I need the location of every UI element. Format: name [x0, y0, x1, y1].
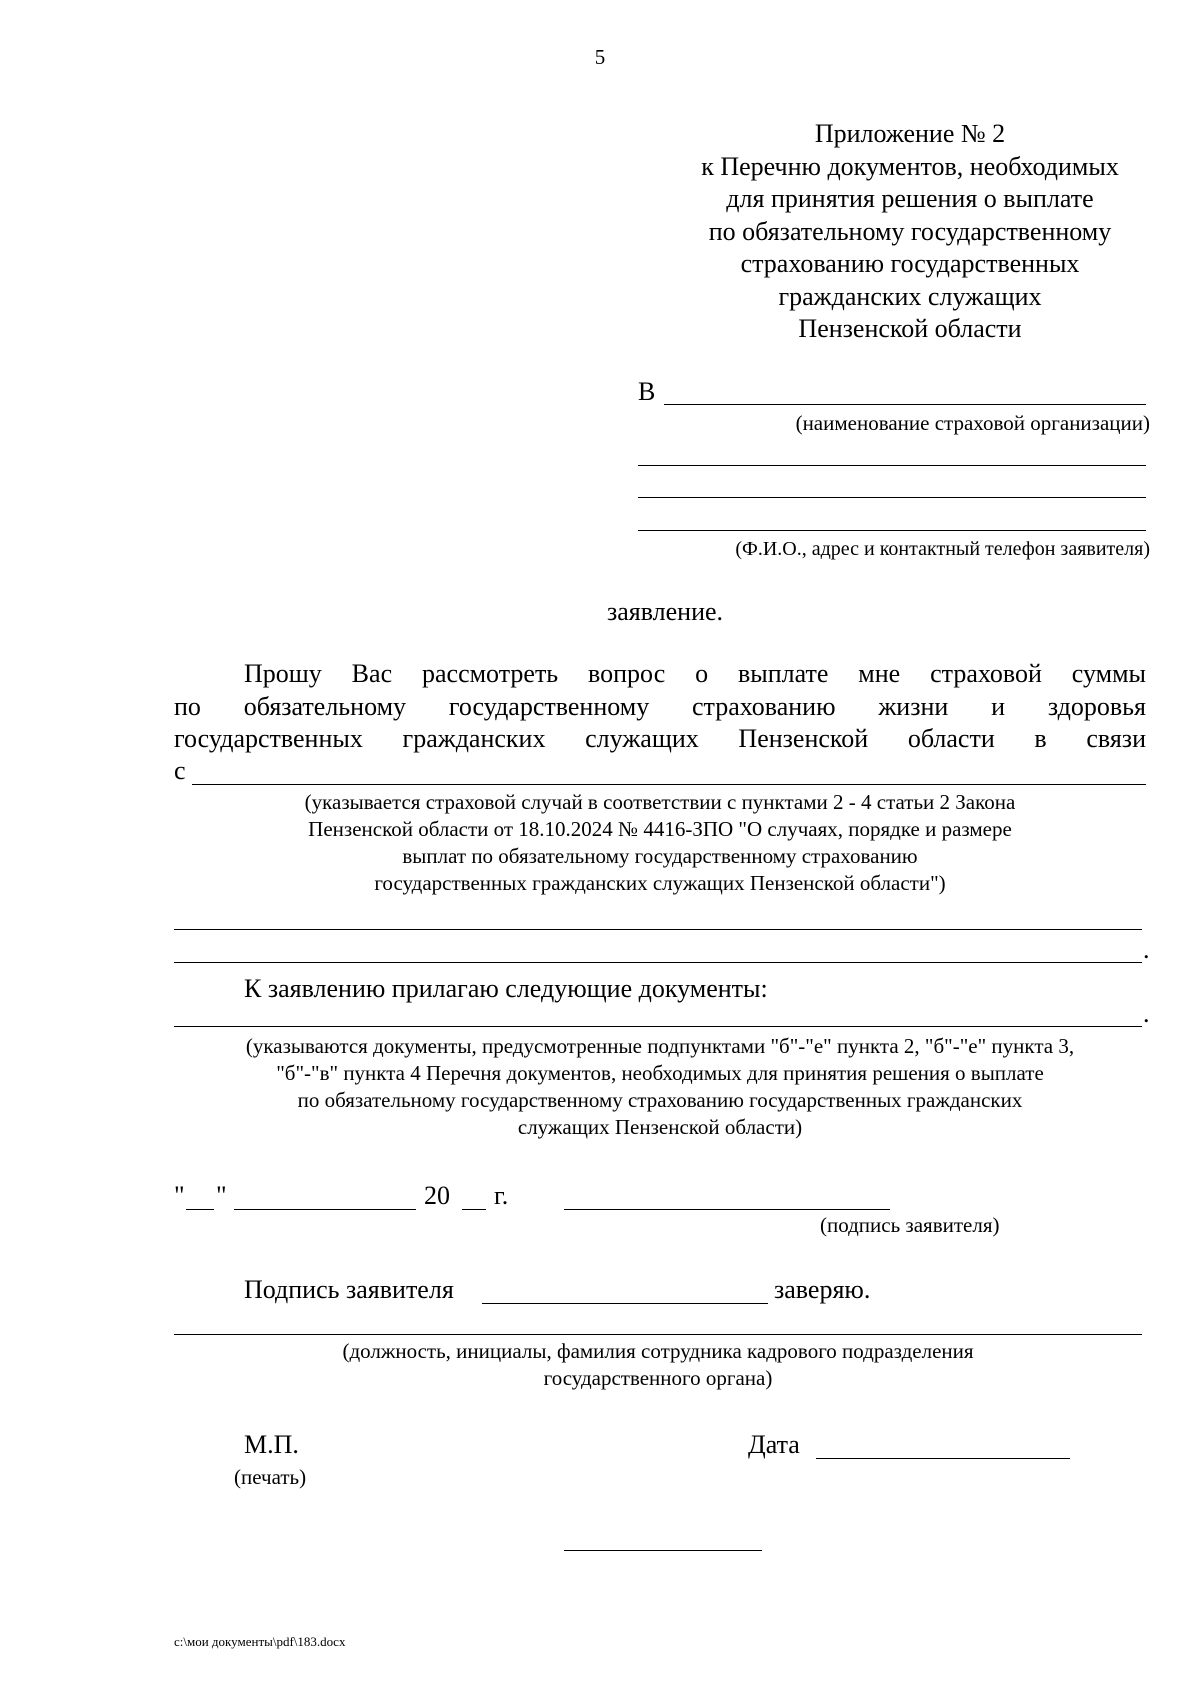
- certify-suffix: заверяю.: [774, 1275, 871, 1304]
- certify-signature-field[interactable]: [482, 1303, 768, 1304]
- insured-event-end-dot: .: [1143, 935, 1150, 964]
- applicant-line-1[interactable]: [638, 465, 1146, 466]
- insured-event-line-2[interactable]: [174, 929, 1142, 930]
- insurer-name-field[interactable]: [664, 404, 1146, 405]
- stamp-caption: (печать): [234, 1465, 307, 1489]
- appendix-line: Пензенской области: [798, 314, 1022, 343]
- footer-path: c:\мои документы\pdf\183.docx: [174, 1634, 346, 1649]
- closing-separator: [564, 1550, 762, 1551]
- to-prefix: В: [638, 377, 656, 406]
- applicant-caption: (Ф.И.О., адрес и контактный телефон заявителя): [735, 538, 1150, 560]
- month-field[interactable]: [234, 1209, 416, 1210]
- appendix-line: по обязательному государственному: [708, 216, 1112, 246]
- appendix-line: Приложение № 2: [814, 119, 1006, 148]
- insurer-caption: (наименование страховой организации): [795, 411, 1150, 435]
- applicant-line-2[interactable]: [638, 497, 1146, 498]
- attachments-caption: [150, 1033, 1170, 1141]
- certify-prefix: Подпись заявителя: [244, 1275, 454, 1304]
- caption-line: Пензенской области от 18.10.2024 № 4416-ЗПО "О случаях, порядке и размере: [308, 817, 1012, 841]
- appendix-header: [640, 118, 1180, 346]
- year-field[interactable]: [462, 1209, 486, 1210]
- date-field[interactable]: [816, 1458, 1070, 1459]
- year-prefix: 20: [424, 1181, 450, 1210]
- insured-event-field[interactable]: [192, 784, 1146, 785]
- request-line-2: по обязательному государственному страхованию жизни и здоровья: [174, 692, 1146, 721]
- signature-caption: (подпись заявителя): [820, 1213, 1000, 1237]
- day-field[interactable]: [186, 1209, 214, 1210]
- year-suffix: г.: [494, 1181, 509, 1210]
- caption-line: "б"-"в" пункта 4 Перечня документов, необходимых для принятия решения о выплате: [276, 1061, 1044, 1085]
- applicant-line-3[interactable]: [638, 530, 1146, 531]
- appendix-line: гражданских служащих: [778, 281, 1042, 311]
- caption-line: государственных гражданских служащих Пензенской области"): [374, 871, 946, 895]
- quote-open: ": [174, 1181, 185, 1210]
- quote-close: ": [216, 1181, 227, 1210]
- caption-line: (указываются документы, предусмотренные подпунктами "б"-"е" пункта 2, "б"-"е" пункта 3,: [245, 1034, 1075, 1058]
- date-label: Дата: [748, 1430, 800, 1459]
- stamp-label: М.П.: [244, 1430, 299, 1459]
- appendix-line: страхованию государственных: [740, 249, 1080, 278]
- caption-line: выплат по обязательному государственному страхованию: [402, 844, 918, 868]
- officer-field[interactable]: [174, 1334, 1142, 1335]
- document-title: заявление.: [606, 597, 724, 626]
- attachments-intro: К заявлению прилагаю следующие документы:: [244, 974, 768, 1003]
- page-number: 5: [594, 45, 606, 69]
- attachments-field[interactable]: [174, 1026, 1142, 1027]
- officer-caption: [174, 1338, 1142, 1392]
- caption-line: (должность, инициалы, фамилия сотрудника кадрового подразделения: [342, 1339, 974, 1363]
- appendix-line: для принятия решения о выплате: [726, 184, 1094, 213]
- caption-line: государственного органа): [543, 1366, 773, 1390]
- caption-line: (указывается страховой случай в соответствии с пунктами 2 - 4 статьи 2 Закона: [304, 790, 1016, 814]
- caption-line: по обязательному государственному страхованию государственных гражданских: [297, 1088, 1023, 1112]
- attachments-end-dot: .: [1143, 999, 1150, 1028]
- applicant-signature-field[interactable]: [564, 1209, 890, 1210]
- request-line-1: Прошу Вас рассмотреть вопрос о выплате мне страховой суммы: [244, 659, 1146, 688]
- request-line-3: государственных гражданских служащих Пензенской области в связи: [174, 724, 1146, 753]
- insured-event-line-3[interactable]: [174, 962, 1142, 963]
- appendix-line: к Перечню документов, необходимых: [701, 151, 1119, 181]
- with-prefix: с: [174, 756, 186, 785]
- insured-event-caption: [174, 789, 1146, 897]
- caption-line: служащих Пензенской области): [517, 1115, 803, 1139]
